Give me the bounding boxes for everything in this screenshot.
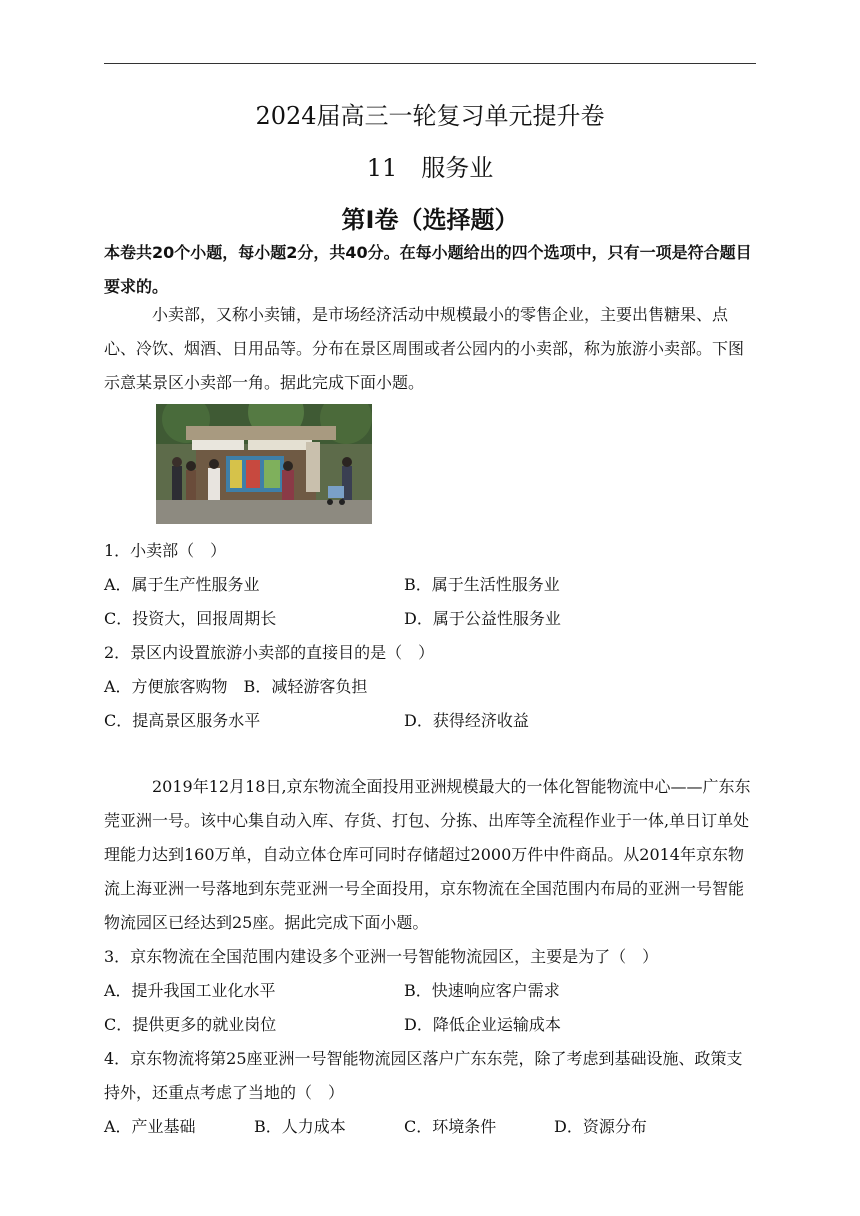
question-1-option-d[interactable]: D．属于公益性服务业 [404, 609, 561, 628]
question-4-option-c[interactable]: C．环境条件 [404, 1117, 497, 1136]
question-4-stem: 4．京东物流将第25座亚洲一号智能物流园区落户广东东莞，除了考虑到基础设施、政策支持外，还重点考虑了当地的（ ） [104, 1049, 743, 1102]
question-3-option-c[interactable]: C．提供更多的就业岗位 [104, 1015, 277, 1034]
question-2-options-ab[interactable]: A．方便旅客购物 B．减轻游客负担 [104, 677, 368, 696]
question-4-option-d[interactable]: D．资源分布 [554, 1117, 647, 1136]
question-3-stem: 3．京东物流在全国范围内建设多个亚洲一号智能物流园区，主要是为了（ ） [104, 947, 659, 966]
section-heading: 第Ⅰ卷（选择题） [341, 206, 519, 234]
header-rule [104, 63, 756, 64]
question-3-option-a[interactable]: A．提升我国工业化水平 [104, 981, 276, 1000]
passage-1: 小卖部，又称小卖铺，是市场经济活动中规模最小的零售企业，主要出售糖果、点心、冷饮、烟酒、日用品等。分布在景区周围或者公园内的小卖部，称为旅游小卖部。下图示意某景区小卖部一角。据此完成下面小题。 [104, 305, 745, 392]
question-1-option-b[interactable]: B．属于生活性服务业 [404, 575, 560, 594]
question-1-stem: 1．小卖部（ ） [104, 541, 227, 560]
question-2-option-c[interactable]: C．提高景区服务水平 [104, 711, 261, 730]
passage-2: 2019年12月18日,京东物流全面投用亚洲规模最大的一体化智能物流中心——广东东莞亚洲一号。该中心集自动入库、存货、打包、分拣、出库等全流程作业于一体,单日订单处理能力达到160万单，自动立体仓库可同时存储超过2000万件中件商品。从2014年京东物流上海亚洲一号落地到东莞亚洲一号全面投用，京东物流在全国范围内布局的亚洲一号智能物流园区已经达到25座。据此完成下面小题。 [104, 777, 751, 932]
question-4-option-a[interactable]: A．产业基础 [104, 1117, 196, 1136]
question-1-option-c[interactable]: C．投资大，回报周期长 [104, 609, 277, 628]
question-4-option-b[interactable]: B．人力成本 [254, 1117, 346, 1136]
question-3-option-d[interactable]: D．降低企业运输成本 [404, 1015, 561, 1034]
instructions: 本卷共20个小题，每小题2分，共40分。在每小题给出的四个选项中，只有一项是符合题目要求的。 [104, 243, 752, 296]
page-title: 2024届高三一轮复习单元提升卷 [255, 102, 605, 130]
question-2-stem: 2．景区内设置旅游小卖部的直接目的是（ ） [104, 643, 435, 662]
unit-subtitle: 11 服务业 [366, 154, 494, 182]
question-3-option-b[interactable]: B．快速响应客户需求 [404, 981, 560, 1000]
kiosk-photo [156, 404, 372, 524]
question-1-option-a[interactable]: A．属于生产性服务业 [104, 575, 260, 594]
question-2-option-d[interactable]: D．获得经济收益 [404, 711, 529, 730]
